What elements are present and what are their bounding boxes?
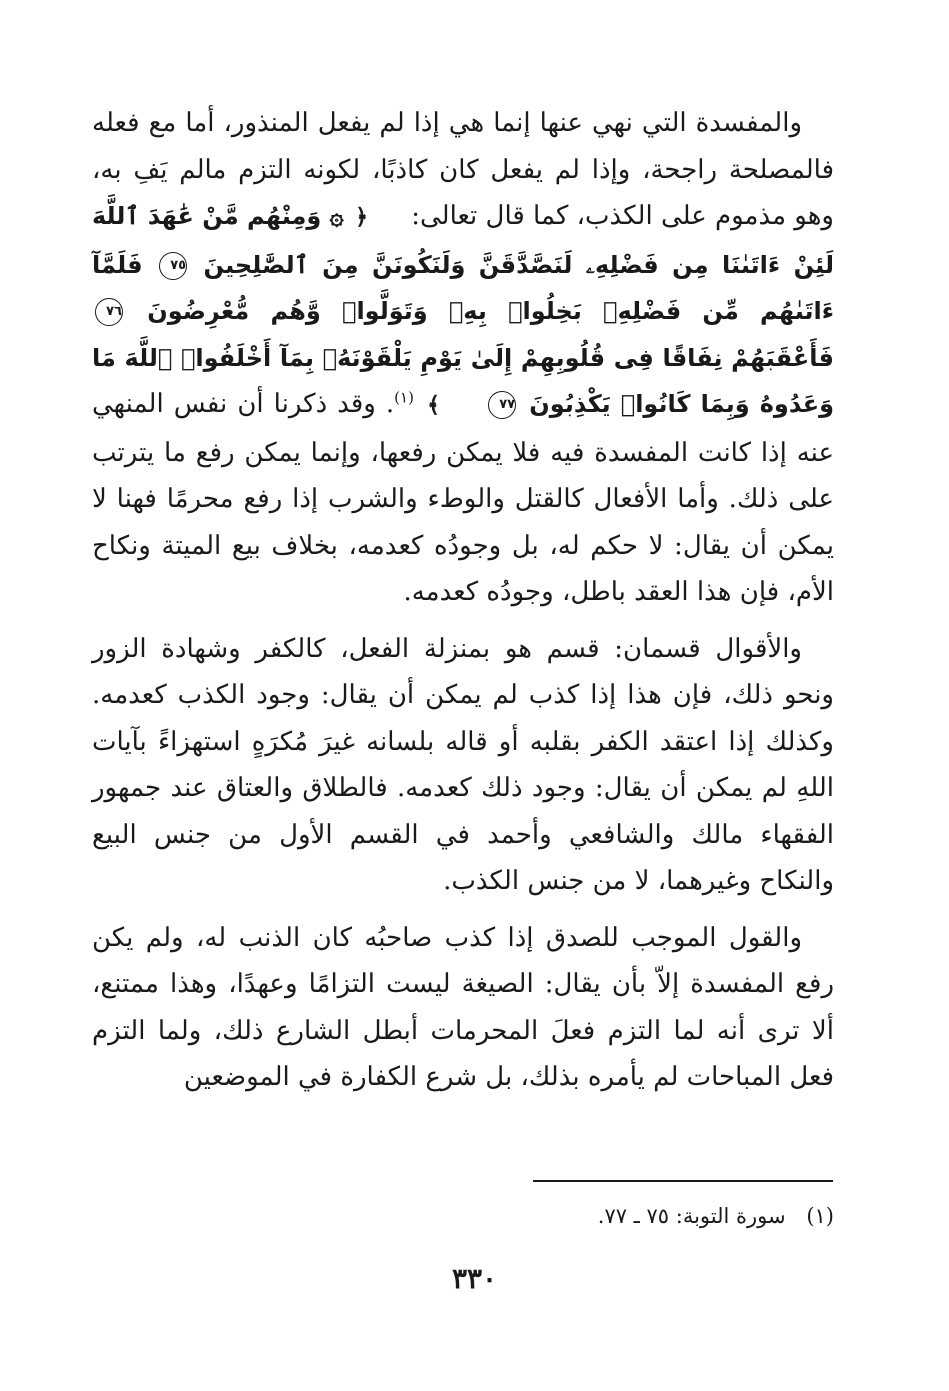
page-body — [92, 100, 834, 1111]
paragraph-1 — [92, 100, 834, 616]
paragraph-3: والقول الموجب للصدق إذا كذب صاحبُه كان الذنب له، ولم يكن رفع المفسدة إلاّ بأن يقال: الصيغة ليست التزامًا وعهدًا، وهذا ممتنع، ألا ترى أنه لما التزم فعلَ المحرمات أبطل الشارع ذلك، ولما التزم فعل المباحات لم يأمره بذلك، بل شرع الكفارة في الموضعين — [92, 922, 834, 1092]
ayah-number-76: ٧٦ — [95, 298, 123, 326]
paragraph-1-continuation: . وقد ذكرنا أن نفس المنهي عنه إذا كانت المفسدة فيه فلا يمكن رفعها، وإنما يمكن رفع ما يترتب على ذلك. وأما الأفعال كالقتل والوطء والشرب إذا رفع محرمًا فهنا لا يمكن أن يقال: لا حكم له، بل وجودُه كعدمه، بخلاف بيع الميتة ونكاح الأم، فإن هذا العقد باطل، وجودُه كعدمه. — [92, 389, 834, 607]
quran-verse-75: ۞ وَمِنْهُم مَّنْ عَٰهَدَ ٱللَّهَ لَئِنْ ءَاتَىٰنَا مِن فَضْلِهِۦ لَنَصَّدَّقَنَّ وَلَنَكُونَنَّ مِنَ ٱلصَّٰلِحِينَ — [92, 202, 834, 279]
footnote — [598, 1200, 834, 1232]
paragraph-1-intro: والمفسدة التي نهي عنها إنما هي إذا لم يفعل المنذور، أما مع فعله فالمصلحة راجحة، وإذا لم يفعل كان كاذبًا، لكونه التزم مالم يَفِ به، وهو مذموم على الكذب، كما قال تعالى: — [92, 108, 834, 231]
quote-open-bracket: ﴿ — [355, 205, 368, 230]
page-number: ٣٣٠ — [451, 1262, 498, 1295]
ayah-number-75: ٧٥ — [159, 252, 187, 280]
footnote-number: (١) — [806, 1204, 834, 1228]
footnote-text: سورة التوبة: ٧٥ ـ ٧٧. — [597, 1204, 786, 1228]
paragraph-2: والأقوال قسمان: قسم هو بمنزلة الفعل، كالكفر وشهادة الزور ونحو ذلك، فإن هذا إذا كذب لم يمكن أن يقال: وجود الكذب كعدمه. وكذلك إذا اعتقد الكفر بقلبه أو قاله بلسانه غيرَ مُكرَهٍ استهزاءً بآيات اللهِ لم يمكن أن يقال: وجود ذلك كعدمه. فالطلاق والعتاق عند جمهور الفقهاء مالك والشافعي وأحمد في القسم الأول من جنس البيع والنكاح وغيرهما، لا من جنس الكذب. — [92, 633, 834, 896]
quote-close-bracket: ﴾ — [427, 393, 440, 418]
quran-verse-77: فَأَعْقَبَهُمْ نِفَاقًا فِى قُلُوبِهِمْ إِلَىٰ يَوْمِ يَلْقَوْنَهُۥ بِمَآ أَخْلَفُوا۟ ٱللَّهَ مَا وَعَدُوهُ وَبِمَا كَانُوا۟ يَكْذِبُونَ — [92, 343, 835, 418]
footnote-reference[interactable]: (١) — [394, 388, 414, 407]
ayah-number-77: ٧٧ — [488, 391, 516, 419]
quran-quote — [92, 202, 834, 418]
quran-verse-76: فَلَمَّآ ءَاتَىٰهُم مِّن فَضْلِهِۦ بَخِلُوا۟ بِهِۦ وَتَوَلَّوا۟ وَّهُم مُّعْرِضُونَ — [92, 250, 834, 325]
footnote-divider — [533, 1180, 833, 1182]
